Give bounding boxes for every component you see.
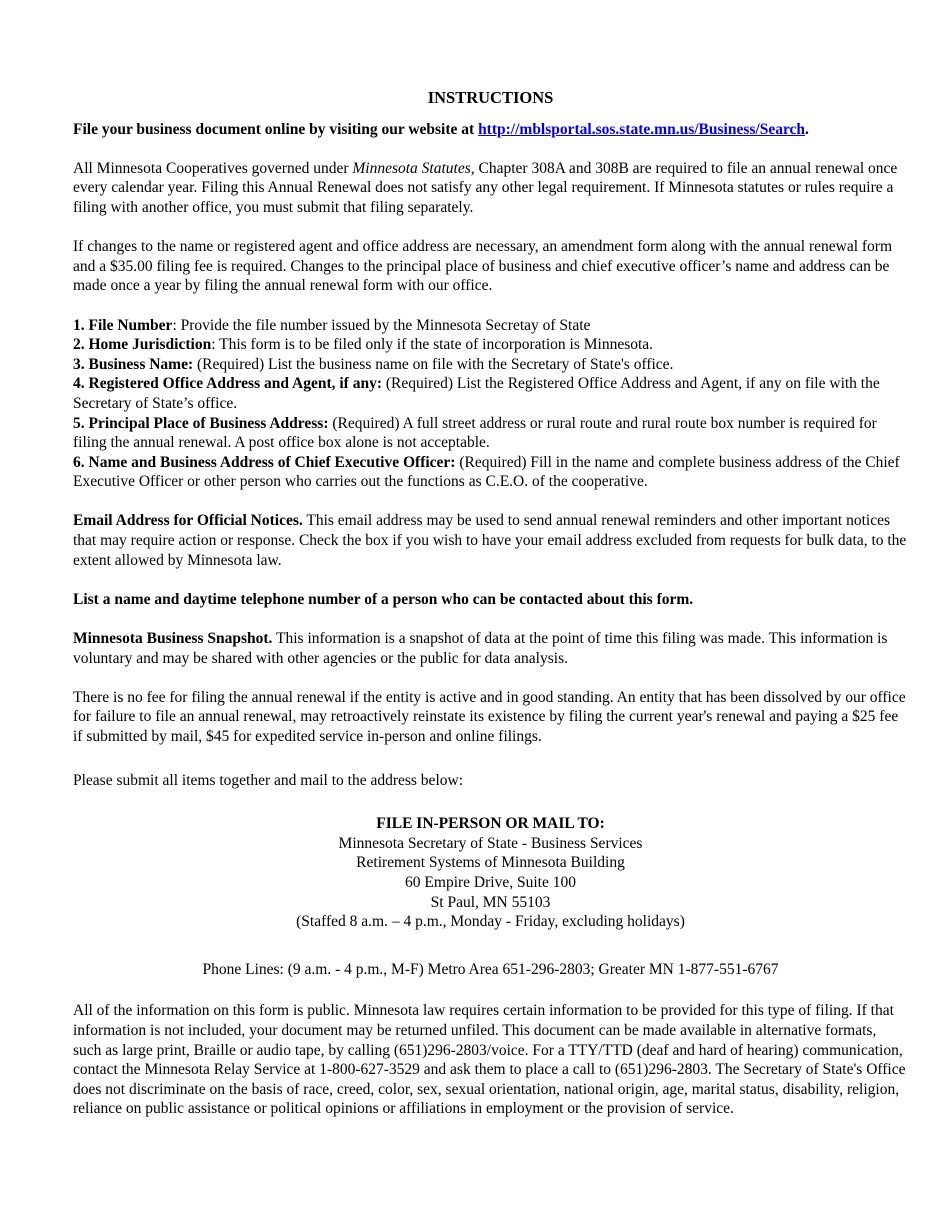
email-paragraph: Email Address for Official Notices. This email address may be used to send annual renewal reminders and other important notices that may require action or response. Check the box if you wish to have your email address excluded from requests for bulk data, to the extent allowed by Minnesota law. bbox=[73, 512, 907, 569]
amendment-paragraph: If changes to the name or registered agent and office address are necessary, an amendment form along with the annual renewal form and a $35.00 filing fee is required. Changes to the principal place of business and chief executive officer’s name and address can be made once a year by filing the annual renewal form with our office. bbox=[73, 238, 893, 295]
field-instructions-list bbox=[73, 316, 908, 492]
address-line: 60 Empire Drive, Suite 100 bbox=[405, 873, 576, 891]
contact-paragraph: List a name and daytime telephone number of a person who can be contacted about this form. bbox=[73, 590, 694, 608]
snapshot-paragraph: Minnesota Business Snapshot. This information is a snapshot of data at the point of time this filing was made. This information is voluntary and may be shared with other agencies or the public for data analysis. bbox=[73, 630, 888, 667]
address-line: Retirement Systems of Minnesota Building bbox=[356, 854, 625, 872]
fee-paragraph: There is no fee for filing the annual renewal if the entity is active and in good standing. An entity that has been dissolved by our office for failure to file an annual renewal, may retroactively reinstate its existence by filing the current year's renewal and paying a $25 fee if submitted by mail, $45 for expedited service in-person and online filings. bbox=[73, 688, 906, 745]
public-information-paragraph: All of the information on this form is public. Minnesota law requires certain information to be provided for this type of filing. If that information is not included, your document may be returned unfiled. This document can be made available in alternative formats, such as large print, Braille or audio tape, by calling (651)296-2803/voice. For a TTY/TTD (deaf and hard of hearing) communication, contact the Minnesota Relay Service at 1-800-627-3529 and ask them to place a call to (651)296-2803. The Secretary of State's Office does not discriminate on the basis of race, creed, color, sex, sexual orientation, national origin, age, marital status, disability, religion, reliance on public assistance or political opinions or affiliations in employment or the provision of service. bbox=[73, 1002, 906, 1118]
website-link[interactable]: http://mblsportal.sos.state.mn.us/Business/Search bbox=[478, 120, 806, 138]
list-item: 1. File Number: Provide the file number issued by the Minnesota Secretay of State bbox=[73, 316, 591, 334]
list-item: 5. Principal Place of Business Address: (Required) A full street address or rural route and rural route box number is required for filing the annual renewal. A post office box alone is not acceptable. bbox=[73, 414, 877, 452]
online-filing-note: File your business document online by visiting our website at http://mblsportal.sos.state.mn.us/Business/Search. bbox=[73, 120, 809, 138]
phone-lines: Phone Lines: (9 a.m. - 4 p.m., M-F) Metro Area 651-296-2803; Greater MN 1-877-551-6767 bbox=[202, 960, 779, 978]
address-line: Minnesota Secretary of State - Business Services bbox=[338, 834, 643, 852]
mail-heading: FILE IN-PERSON OR MAIL TO: bbox=[376, 815, 605, 833]
office-hours: (Staffed 8 a.m. – 4 p.m., Monday - Friday, excluding holidays) bbox=[296, 913, 685, 931]
address-line: St Paul, MN 55103 bbox=[430, 893, 551, 911]
list-item: 2. Home Jurisdiction: This form is to be filed only if the state of incorporation is Minnesota. bbox=[73, 336, 654, 354]
page-title: INSTRUCTIONS bbox=[427, 88, 554, 107]
instructions-page bbox=[73, 88, 908, 1119]
submit-paragraph: Please submit all items together and mail to the address below: bbox=[73, 771, 463, 789]
list-item: 4. Registered Office Address and Agent, if any: (Required) List the Registered Office Address and Agent, if any on file with the Secretary of State’s office. bbox=[73, 375, 880, 412]
list-item: 6. Name and Business Address of Chief Executive Officer: (Required) Fill in the name and complete business address of the Chief Executive Officer or other person who carries out the functions as C.E.O. of the cooperative. bbox=[73, 453, 900, 491]
cooperatives-paragraph: All Minnesota Cooperatives governed under Minnesota Statutes, Chapter 308A and 308B are required to file an annual renewal once every calendar year. Filing this Annual Renewal does not satisfy any other legal requirement. If Minnesota statutes or rules require a filing with another office, you must submit that filing separately. bbox=[73, 159, 898, 216]
list-item: 3. Business Name: (Required) List the business name on file with the Secretary of State's office. bbox=[73, 355, 674, 373]
mailing-address-block bbox=[73, 814, 908, 932]
